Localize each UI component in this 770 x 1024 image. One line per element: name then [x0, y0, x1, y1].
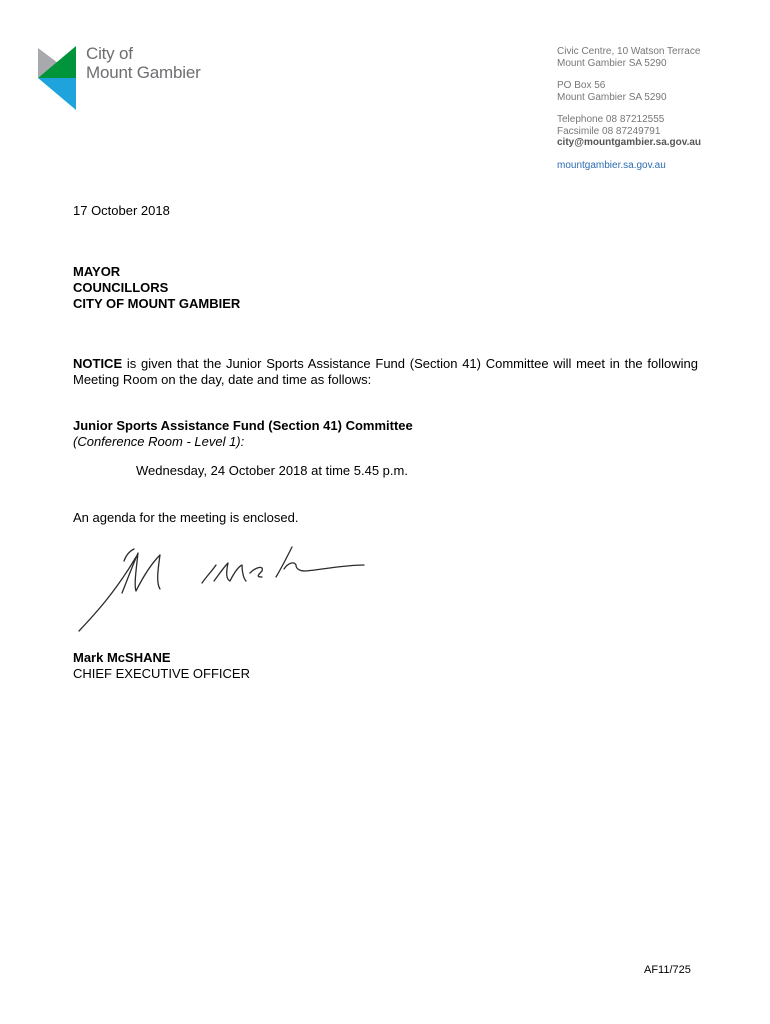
signer-title: CHIEF EXECUTIVE OFFICER	[73, 666, 250, 681]
document-reference: AF11/725	[644, 964, 691, 976]
street-line-1: Civic Centre, 10 Watson Terrace	[557, 46, 701, 57]
recipient-line: MAYOR	[73, 264, 121, 279]
telephone: Telephone 08 87212555	[557, 114, 665, 125]
facsimile: Facsimile 08 87249791	[557, 125, 661, 137]
logo-wordmark	[86, 44, 201, 82]
po-box-line-2: Mount Gambier SA 5290	[557, 91, 667, 103]
street-line-2: Mount Gambier SA 5290	[557, 57, 667, 69]
logo-line-1: City of	[86, 44, 133, 63]
notice-text: is given that the Junior Sports Assistance Fund (Section 41) Committee will meet in the following Meeting Room on the day, date and time as follows:	[73, 356, 698, 387]
committee-block	[73, 418, 413, 450]
signature-image	[74, 543, 370, 635]
agenda-note: An agenda for the meeting is enclosed.	[73, 510, 299, 525]
email-address: city@mountgambier.sa.gov.au	[557, 137, 702, 148]
notice-paragraph	[73, 356, 698, 388]
recipients	[73, 264, 240, 312]
signer-name: Mark McSHANE	[73, 650, 171, 665]
notice-lead: NOTICE	[73, 356, 123, 371]
address-block	[557, 46, 701, 171]
committee-room: (Conference Room - Level 1):	[73, 434, 245, 449]
meeting-datetime: Wednesday, 24 October 2018 at time 5.45 p.m.	[136, 463, 408, 478]
po-box-line-1: PO Box 56	[557, 80, 606, 91]
recipient-line: COUNCILLORS	[73, 280, 169, 295]
website-link[interactable]: mountgambier.sa.gov.au	[557, 159, 666, 171]
recipient-line: CITY OF MOUNT GAMBIER	[73, 296, 241, 311]
logo-line-2: Mount Gambier	[86, 63, 201, 82]
signer-block	[73, 650, 250, 682]
committee-name: Junior Sports Assistance Fund (Section 41) Committee	[73, 418, 413, 433]
letter-date: 17 October 2018	[73, 203, 170, 218]
city-of-mount-gambier-logo-icon	[38, 46, 78, 110]
